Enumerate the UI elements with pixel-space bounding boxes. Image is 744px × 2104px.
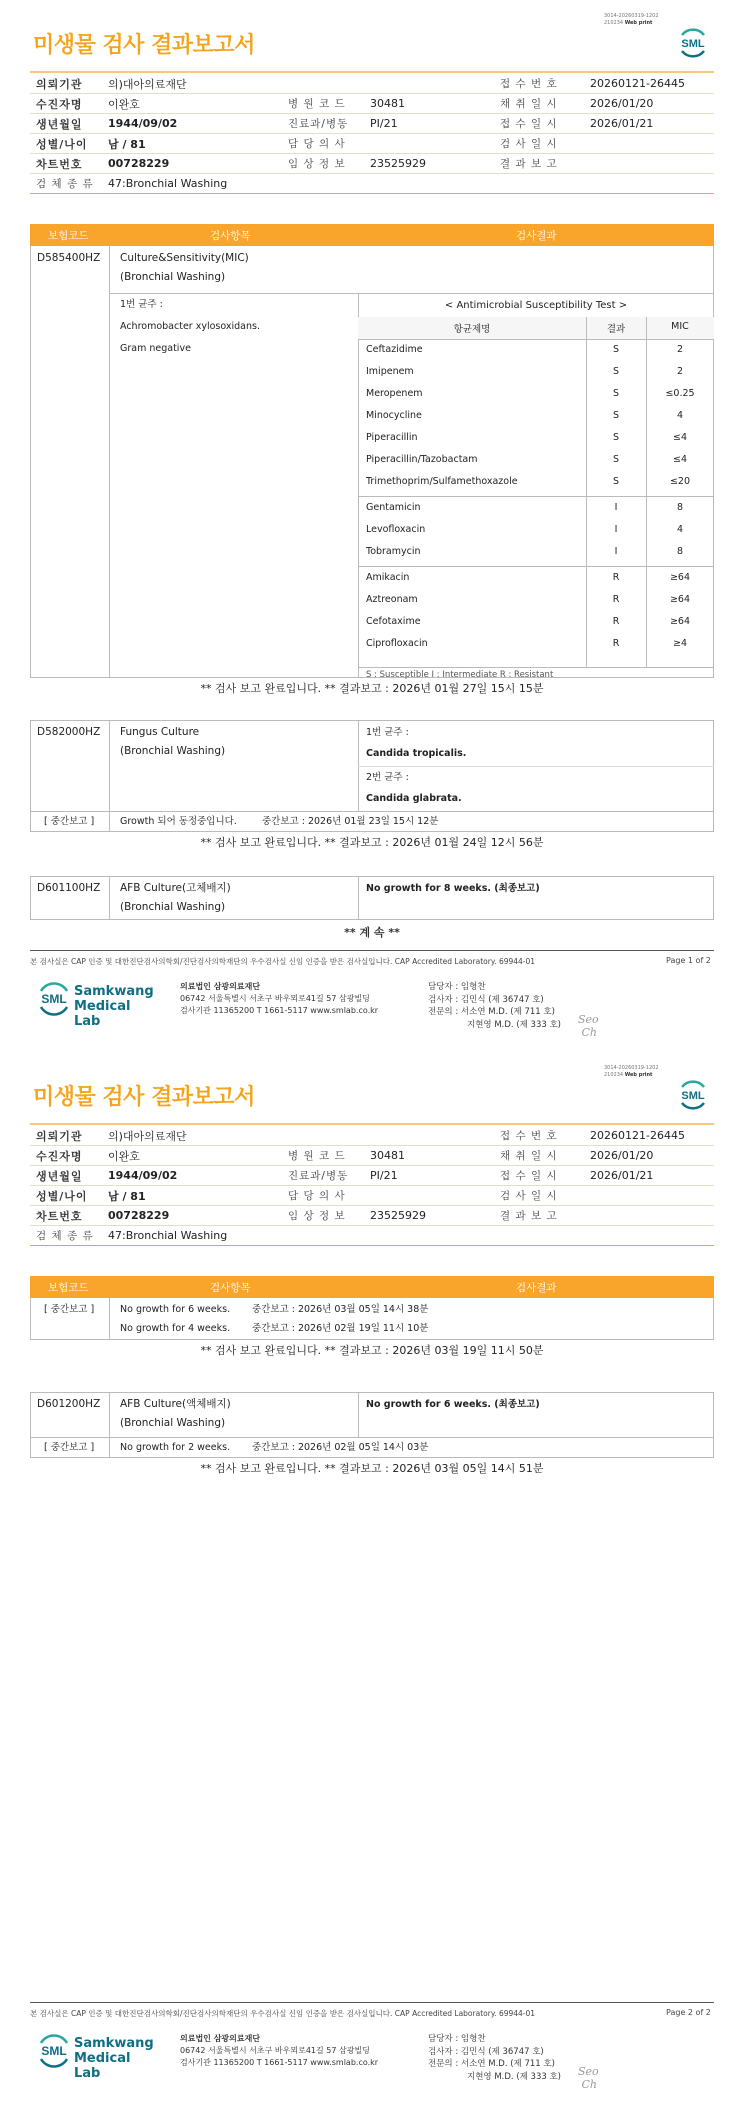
results-table-header: [30, 224, 714, 246]
label-hospital-code: 병 원 코 드: [282, 94, 364, 114]
svg-text:SML: SML: [41, 992, 67, 1006]
afb-solid-specimen: (Bronchial Washing): [120, 901, 226, 913]
signature-image: Seo Ch: [578, 1013, 599, 1039]
signature-image: Seo Ch: [578, 2065, 599, 2091]
value-requesting-institution: 의)대아의료재단: [102, 74, 494, 94]
ast-drug-result: R: [612, 572, 620, 583]
samkwang-logo: [36, 979, 160, 1029]
ast-drug-row: [358, 590, 714, 612]
afb-solid-result: No growth for 8 weeks. (최종보고): [366, 883, 540, 894]
ast-header-mic: MIC: [671, 321, 689, 332]
info-row: [30, 1206, 714, 1226]
staff-examiner: 검사자 : 김민식 (제 36747 호): [428, 2046, 544, 2057]
org-address: 06742 서울특별시 서초구 바우뫼로41길 57 삼광빌딩: [180, 2046, 370, 2055]
fungus-strain2: Candida glabrata.: [366, 793, 462, 804]
afb-liquid-interim-time: 중간보고 : 2026년 02월 05일 14시 03분: [252, 1442, 429, 1453]
footer-divider: [30, 2002, 714, 2003]
label-collection-date: 채 취 일 시: [494, 94, 584, 114]
afb-solid-code: D601100HZ: [37, 882, 101, 894]
ast-drug-result: S: [612, 432, 620, 443]
ast-drug-row: [358, 634, 714, 656]
lab-name-line2: Medical Lab: [74, 999, 131, 1029]
lab-name: [74, 984, 160, 1029]
organization-info: [180, 981, 378, 1017]
header-insurance-code: 보험코드: [48, 230, 89, 242]
web-print-label: Web print: [624, 20, 653, 26]
ast-drug-name: Cefotaxime: [366, 616, 421, 627]
info-row: [30, 1166, 714, 1186]
label-specimen-type: 검 체 종 류: [30, 1226, 102, 1246]
culture-specimen: (Bronchial Washing): [120, 271, 226, 283]
value-specimen-type: 47:Bronchial Washing: [102, 174, 714, 194]
ast-drug-name: Tobramycin: [366, 546, 421, 557]
label-result-report: 결 과 보 고: [494, 154, 584, 174]
ast-drug-row: [358, 520, 714, 542]
fungus-interim-label: [ 중간보고 ]: [44, 816, 95, 827]
ast-header-result: 결과: [606, 324, 626, 335]
column-divider: [358, 877, 359, 920]
label-clinical-info: 임 상 정 보: [282, 1206, 364, 1226]
org-address: 06742 서울특별시 서초구 바우뫼로41길 57 삼광빌딩: [180, 994, 370, 1003]
value-test-date: [584, 134, 714, 154]
ast-drug-row: [358, 612, 714, 634]
staff-specialist2: 지현영 M.D. (제 333 호): [467, 2071, 562, 2082]
ast-drug-mic: ≥4: [672, 638, 687, 649]
ast-drug-result: I: [614, 546, 618, 557]
label-sex-age: 성별/나이: [30, 134, 102, 154]
ast-drug-row: [358, 498, 714, 520]
fungus-strain1: Candida tropicalis.: [366, 748, 467, 759]
ast-drug-name: Aztreonam: [366, 594, 418, 605]
ast-drug-result: S: [612, 366, 620, 377]
label-patient-name: 수진자명: [30, 94, 102, 114]
afb-liquid-code: D601200HZ: [37, 1398, 101, 1410]
fungus-strain2-label: 2번 균주 :: [366, 772, 409, 783]
lab-name: [74, 2036, 160, 2081]
label-receipt-date: 접 수 일 시: [494, 114, 584, 134]
value-receipt-date: 2026/01/21: [584, 1166, 714, 1186]
ast-drug-row: [358, 428, 714, 450]
lab-name-line2: Medical Lab: [74, 2051, 131, 2081]
value-receipt-number: 20260121-26445: [584, 1126, 714, 1146]
org-contact: 검사기관 11365200 T 1661-5117 www.smlab.co.kr: [180, 1006, 379, 1015]
ast-drug-mic: 4: [676, 524, 684, 535]
afb-solid-interim2-text: No growth for 4 weeks.: [120, 1323, 231, 1334]
afb-solid-interim1-text: No growth for 6 weeks.: [120, 1304, 231, 1315]
ast-drug-result: R: [612, 638, 620, 649]
ast-drug-mic: ≥64: [669, 572, 691, 583]
row-divider: [109, 293, 714, 294]
value-receipt-date: 2026/01/21: [584, 114, 714, 134]
ast-drug-row: [358, 450, 714, 472]
ast-drug-row: [358, 384, 714, 406]
fungus-code: D582000HZ: [37, 726, 101, 738]
web-print-label: Web print: [624, 1072, 653, 1078]
ast-drug-name: Ciprofloxacin: [366, 638, 428, 649]
ast-group-divider: [358, 496, 714, 497]
document-code-line2: 210234: [604, 1072, 624, 1078]
ast-drug-result: R: [612, 594, 620, 605]
ast-header-row: [358, 317, 714, 339]
label-chart-number: 차트번호: [30, 154, 102, 174]
ast-drug-mic: ≤0.25: [665, 388, 695, 399]
ast-drug-name: Piperacillin/Tazobactam: [366, 454, 478, 465]
ast-drug-result: S: [612, 476, 620, 487]
afb-liquid-interim-label: [ 중간보고 ]: [44, 1442, 95, 1453]
ast-drug-row: [358, 340, 714, 362]
ast-drug-name: Gentamicin: [366, 502, 421, 513]
label-receipt-number: 접 수 번 호: [494, 74, 584, 94]
header-test-item: 검사항목: [210, 1282, 251, 1294]
label-test-date: 검 사 일 시: [494, 1186, 584, 1206]
fungus-interim-text: Growth 되어 동정중입니다.: [120, 816, 237, 827]
label-sex-age: 성별/나이: [30, 1186, 102, 1206]
document-code: [604, 1065, 659, 1079]
label-receipt-date: 접 수 일 시: [494, 1166, 584, 1186]
info-row: [30, 114, 714, 134]
lab-name-line1: Samkwang: [74, 2036, 154, 2051]
culture-test-name: Culture&Sensitivity(MIC): [120, 252, 249, 264]
ast-drug-row: [358, 568, 714, 590]
column-divider: [109, 1393, 110, 1458]
header-insurance-code: 보험코드: [48, 1282, 89, 1294]
label-requesting-institution: 의뢰기관: [30, 74, 102, 94]
info-row: [30, 154, 714, 174]
info-row: [30, 134, 714, 154]
ast-drug-name: Levofloxacin: [366, 524, 426, 535]
label-birth-date: 생년월일: [30, 114, 102, 134]
afb-liquid-interim-text: No growth for 2 weeks.: [120, 1442, 231, 1453]
footer-divider: [30, 950, 714, 951]
culture-report-complete: ** 검사 보고 완료입니다. ** 결과보고 : 2026년 01월 27일 15시 15분: [200, 682, 544, 695]
ast-drug-result: R: [612, 616, 620, 627]
patient-info-table: [30, 1126, 714, 1246]
afb-liquid-result: No growth for 6 weeks. (최종보고): [366, 1399, 540, 1410]
samkwang-logo: [36, 2031, 160, 2081]
afb-solid-interim2-time: 중간보고 : 2026년 02월 19일 11시 10분: [252, 1323, 429, 1334]
ast-drug-name: Meropenem: [366, 388, 423, 399]
staff-specialist1: 전문의 : 서소연 M.D. (제 711 호): [428, 2059, 555, 2069]
lab-name-line1: Samkwang: [74, 984, 154, 999]
ast-drug-row: [358, 406, 714, 428]
page-title: 미생물 검사 결과보고서: [33, 1085, 255, 1110]
label-physician: 담 당 의 사: [282, 1186, 364, 1206]
afb-liquid-report-complete: ** 검사 보고 완료입니다. ** 결과보고 : 2026년 03월 05일 14시 51분: [200, 1462, 544, 1475]
ast-drug-mic: 2: [676, 344, 684, 355]
svg-text:SML: SML: [681, 1090, 705, 1102]
label-requesting-institution: 의뢰기관: [30, 1126, 102, 1146]
label-collection-date: 채 취 일 시: [494, 1146, 584, 1166]
ast-drug-mic: ≤20: [669, 476, 691, 487]
ast-drug-name: Minocycline: [366, 410, 422, 421]
staff-info: [428, 2033, 561, 2083]
staff-examiner: 검사자 : 김민식 (제 36747 호): [428, 994, 544, 1005]
value-requesting-institution: 의)대아의료재단: [102, 1126, 494, 1146]
report-page-2: [0, 1052, 744, 2104]
ast-drug-name: Trimethoprim/Sulfamethoxazole: [366, 476, 518, 487]
continued-label: ** 계 속 **: [344, 926, 400, 939]
label-hospital-code: 병 원 코 드: [282, 1146, 364, 1166]
afb-solid-interim-label: [ 중간보고 ]: [44, 1304, 95, 1315]
afb-liquid-specimen: (Bronchial Washing): [120, 1417, 226, 1429]
label-chart-number: 차트번호: [30, 1206, 102, 1226]
label-specimen-type: 검 체 종 류: [30, 174, 102, 194]
info-row: [30, 1146, 714, 1166]
column-divider: [109, 246, 110, 677]
fungus-test-name: Fungus Culture: [120, 726, 200, 738]
label-department: 진료과/병동: [282, 114, 364, 134]
ast-drug-mic: ≤4: [672, 454, 687, 465]
org-contact: 검사기관 11365200 T 1661-5117 www.smlab.co.kr: [180, 2058, 379, 2067]
value-test-date: [584, 1186, 714, 1206]
info-row: [30, 74, 714, 94]
footer-note: 본 검사실은 CAP 인증 및 대한진단검사의학회/진단검사의학재단의 우수검사실 신임 인증을 받은 검사실입니다. CAP Accredited Laboratory. 69944-01: [30, 2009, 536, 2018]
value-birth-date: 1944/09/02: [102, 1166, 282, 1186]
svg-text:SML: SML: [41, 2044, 67, 2058]
label-patient-name: 수진자명: [30, 1146, 102, 1166]
staff-info: [428, 981, 561, 1031]
value-clinical-info: 23525929: [364, 154, 494, 174]
staff-specialist2: 지현영 M.D. (제 333 호): [467, 1019, 562, 1030]
value-receipt-number: 20260121-26445: [584, 74, 714, 94]
header-divider: [30, 1123, 714, 1125]
ast-drug-result: S: [612, 344, 620, 355]
patient-info-table: [30, 74, 714, 194]
ast-drug-mic: 2: [676, 366, 684, 377]
ast-drug-row: [358, 542, 714, 564]
ast-drug-mic: ≥64: [669, 594, 691, 605]
staff-manager: 담당자 : 임형찬: [428, 982, 486, 992]
ast-drug-result: I: [614, 524, 618, 535]
label-test-date: 검 사 일 시: [494, 134, 584, 154]
column-divider: [109, 877, 110, 920]
ast-header-drug: 항균제명: [453, 324, 491, 335]
sml-logo-icon: [676, 26, 710, 60]
value-hospital-code: 30481: [364, 94, 494, 114]
value-patient-name: 이완호: [102, 1146, 282, 1166]
header-test-item: 검사항목: [210, 230, 251, 242]
ast-drug-result: S: [612, 454, 620, 465]
ast-divider: [358, 667, 714, 668]
culture-organism: Achromobacter xylosoxidans.: [120, 321, 260, 332]
value-chart-number: 00728229: [102, 1206, 282, 1226]
label-physician: 담 당 의 사: [282, 134, 364, 154]
value-sex-age: 남 / 81: [102, 1186, 282, 1206]
ast-drug-result: I: [614, 502, 618, 513]
info-row: [30, 1186, 714, 1206]
column-divider: [109, 721, 110, 832]
label-department: 진료과/병동: [282, 1166, 364, 1186]
ast-drug-row: [358, 362, 714, 384]
label-receipt-number: 접 수 번 호: [494, 1126, 584, 1146]
fungus-specimen: (Bronchial Washing): [120, 745, 226, 757]
ast-drug-name: Amikacin: [366, 572, 410, 583]
fungus-report-complete: ** 검사 보고 완료입니다. ** 결과보고 : 2026년 01월 24일 12시 56분: [200, 836, 544, 849]
ast-drug-mic: ≥64: [669, 616, 691, 627]
ast-drug-mic: 8: [676, 502, 684, 513]
page-title: 미생물 검사 결과보고서: [33, 33, 255, 58]
ast-group-divider: [358, 566, 714, 567]
value-clinical-info: 23525929: [364, 1206, 494, 1226]
document-code-line1: 3014-20260319-1202: [604, 1065, 659, 1071]
ast-drug-row: [358, 472, 714, 494]
afb-solid-test-name: AFB Culture(고체배지): [120, 882, 231, 894]
ast-drug-mic: ≤4: [672, 432, 687, 443]
row-divider: [358, 766, 714, 767]
header-divider: [30, 71, 714, 73]
fungus-interim-time: 중간보고 : 2026년 01월 23일 15시 12분: [262, 816, 439, 827]
ast-drug-name: Ceftazidime: [366, 344, 423, 355]
staff-specialist1: 전문의 : 서소연 M.D. (제 711 호): [428, 1007, 555, 1017]
org-name: 의료법인 삼광의료재단: [180, 2034, 261, 2043]
ast-title: < Antimicrobial Susceptibility Test >: [444, 300, 628, 311]
label-birth-date: 생년월일: [30, 1166, 102, 1186]
ast-drug-mic: 4: [676, 410, 684, 421]
ast-legend: S : Susceptible I : Intermediate R : Resistant: [366, 670, 554, 680]
ast-drug-result: S: [612, 410, 620, 421]
sml-logo-icon: [676, 1078, 710, 1112]
value-physician: [364, 134, 494, 154]
footer-note: 본 검사실은 CAP 인증 및 대한진단검사의학회/진단검사의학재단의 우수검사실 신임 인증을 받은 검사실입니다. CAP Accredited Laboratory. 69944-01: [30, 957, 536, 966]
ast-drug-name: Imipenem: [366, 366, 414, 377]
value-result-report: [584, 154, 714, 174]
results-table-header: [30, 1276, 714, 1298]
document-code-line1: 3014-20260319-1202: [604, 13, 659, 19]
afb-solid-report-complete: ** 검사 보고 완료입니다. ** 결과보고 : 2026년 03월 19일 11시 50분: [200, 1344, 544, 1357]
value-patient-name: 이완호: [102, 94, 282, 114]
label-result-report: 결 과 보 고: [494, 1206, 584, 1226]
page-number: Page 2 of 2: [666, 2008, 711, 2017]
header-test-result: 검사결과: [516, 1282, 557, 1294]
ast-drug-mic: 8: [676, 546, 684, 557]
label-clinical-info: 임 상 정 보: [282, 154, 364, 174]
fungus-strain1-label: 1번 균주 :: [366, 727, 409, 738]
ast-drug-result: S: [612, 388, 620, 399]
document-code-line2: 210234: [604, 20, 624, 26]
culture-code: D585400HZ: [37, 252, 101, 264]
afb-liquid-test-name: AFB Culture(액체배지): [120, 1398, 231, 1410]
info-row: [30, 174, 714, 194]
svg-text:SML: SML: [681, 38, 705, 50]
value-sex-age: 남 / 81: [102, 134, 282, 154]
page-number: Page 1 of 2: [666, 956, 711, 965]
column-divider: [358, 1393, 359, 1437]
value-result-report: [584, 1206, 714, 1226]
sml-logo-icon: [36, 981, 72, 1017]
staff-manager: 담당자 : 임형찬: [428, 2034, 486, 2044]
afb-solid-interim1-time: 중간보고 : 2026년 03월 05일 14시 38분: [252, 1304, 429, 1315]
column-divider: [109, 1298, 110, 1339]
value-hospital-code: 30481: [364, 1146, 494, 1166]
value-collection-date: 2026/01/20: [584, 94, 714, 114]
culture-gram-stain: Gram negative: [120, 343, 191, 354]
value-specimen-type: 47:Bronchial Washing: [102, 1226, 714, 1246]
document-code: [604, 13, 659, 27]
org-name: 의료법인 삼광의료재단: [180, 982, 261, 991]
info-row: [30, 1126, 714, 1146]
info-row: [30, 94, 714, 114]
sml-logo-icon: [36, 2033, 72, 2069]
info-row: [30, 1226, 714, 1246]
value-chart-number: 00728229: [102, 154, 282, 174]
header-test-result: 검사결과: [516, 230, 557, 242]
value-birth-date: 1944/09/02: [102, 114, 282, 134]
culture-strain-label: 1번 균주 :: [120, 299, 163, 310]
value-department: PI/21: [364, 1166, 494, 1186]
ast-drug-name: Piperacillin: [366, 432, 418, 443]
value-physician: [364, 1186, 494, 1206]
organization-info: [180, 2033, 378, 2069]
value-collection-date: 2026/01/20: [584, 1146, 714, 1166]
ast-title-row: [358, 296, 714, 318]
value-department: PI/21: [364, 114, 494, 134]
